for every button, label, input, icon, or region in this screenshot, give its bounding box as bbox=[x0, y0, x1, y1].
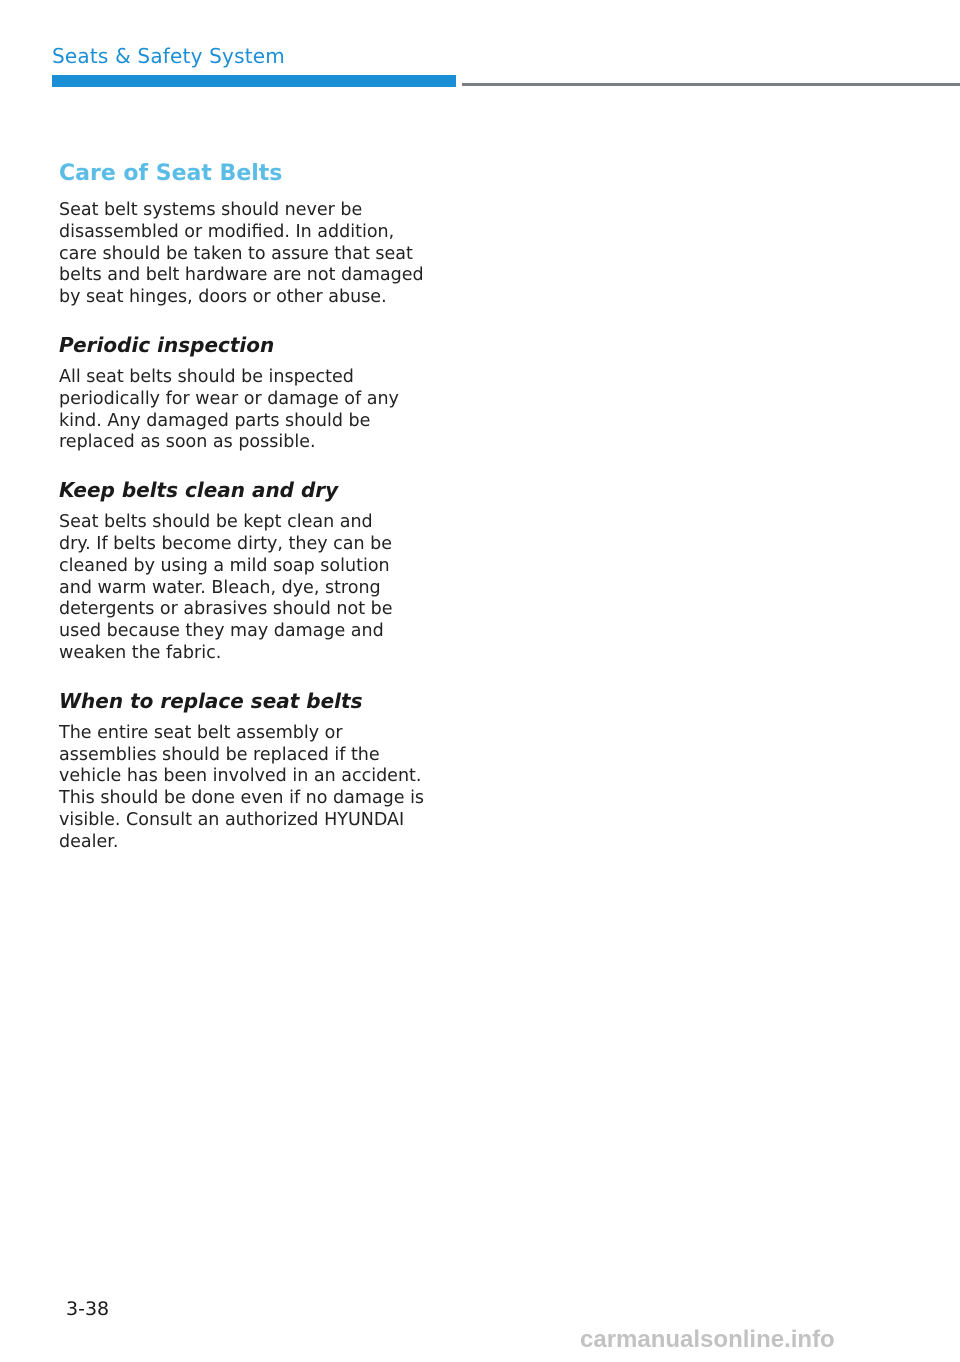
header-rule bbox=[462, 83, 960, 86]
page-content bbox=[59, 158, 443, 854]
page-number: 3-38 bbox=[66, 1298, 110, 1320]
header-accent-bar bbox=[52, 75, 456, 87]
paragraph-when-to-replace: The entire seat belt assembly or assemblies should be replaced if the vehicle has been involved in an accident. This should be done even if no damage is visible. Consult an authorized HYUNDAI dealer. bbox=[59, 722, 425, 852]
chapter-title: Seats & Safety System bbox=[52, 44, 285, 68]
subheading-periodic-inspection: Periodic inspection bbox=[59, 332, 275, 357]
watermark: carmanualsonline.info bbox=[580, 1326, 835, 1353]
paragraph-care-of-seat-belts: Seat belt systems should never be disassembled or modified. In addition, care should be taken to assure that seat belts and belt hardware are not damaged by seat hinges, doors or other abuse. bbox=[59, 200, 424, 308]
subheading-when-to-replace: When to replace seat belts bbox=[59, 688, 363, 713]
paragraph-keep-belts-clean: Seat belts should be kept clean and dry. If belts become dirty, they can be cleaned by using a mild soap solution and warm water. Bleach, dye, strong detergents or abrasives should not be used because they may damage and weaken the fabric. bbox=[59, 512, 393, 663]
paragraph-periodic-inspection: All seat belts should be inspected periodically for wear or damage of any kind. Any damaged parts should be replaced as soon as possible. bbox=[59, 366, 399, 453]
section-heading-care-of-seat-belts: Care of Seat Belts bbox=[59, 161, 283, 186]
subheading-keep-belts-clean: Keep belts clean and dry bbox=[59, 478, 339, 503]
